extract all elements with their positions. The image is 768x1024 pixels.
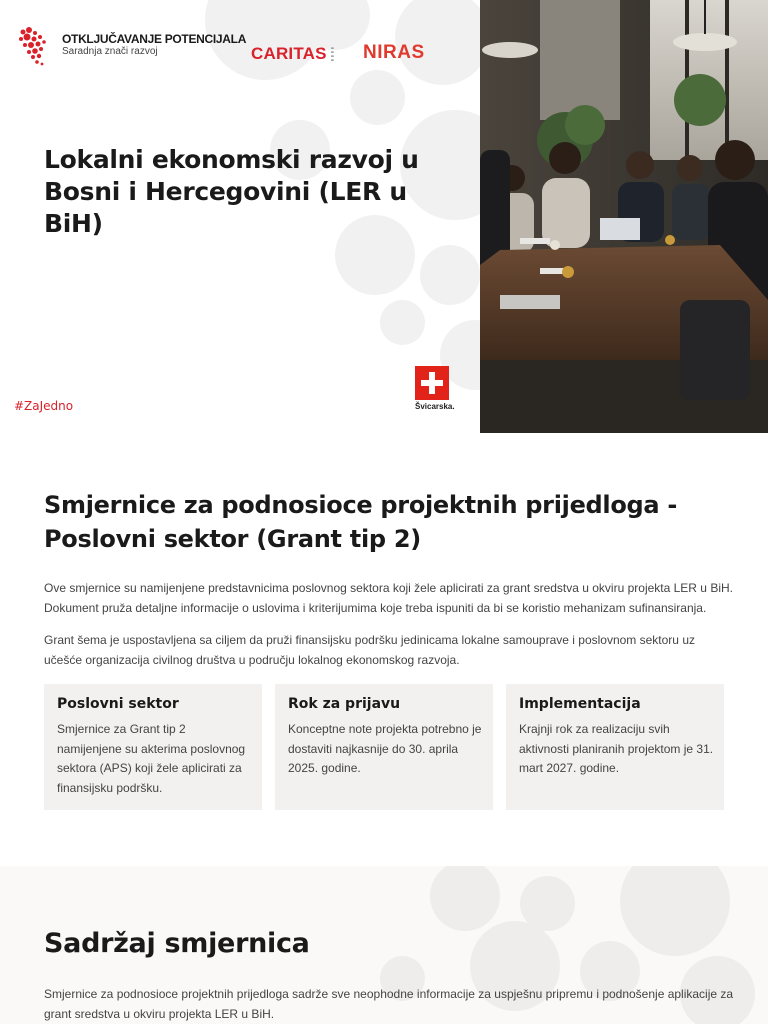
info-card-title: Rok za prijavu: [288, 696, 401, 712]
donor-logo: [415, 366, 455, 411]
partner-logo-fineprint: ▬ ▬ ▬ ▬: [330, 46, 335, 62]
info-cards: [44, 684, 724, 810]
info-card-implementation: [506, 684, 724, 810]
info-card-business-sector: [44, 684, 262, 810]
meeting-photo-illustration: [480, 0, 768, 433]
swiss-flag-icon: [415, 366, 449, 400]
brand-text: [62, 32, 246, 58]
info-card-text: Smjernice za Grant tip 2 namijenjene su akterima poslovnog sektora (APS) koji žele aplicirati za finansijsku podršku.: [57, 722, 246, 795]
hero-left-panel: [0, 0, 480, 433]
info-card-text: Krajnji rok za realizaciju svih aktivnosti planiranih projektom je 31. mart 2027. godine.: [519, 722, 714, 775]
brand-tagline: Saradnja znači razvoj: [62, 46, 158, 57]
partner-name-caritas: CARITAS: [251, 44, 327, 63]
guidelines-title: Smjernice za podnosioce projektnih prijedloga - Poslovni sektor (Grant tip 2): [44, 491, 678, 553]
donor-label: Švicarska.: [415, 402, 455, 411]
decorative-blob: [380, 300, 425, 345]
contents-paragraph: Smjernice za podnosioce projektnih prijedloga sadrže sve neophodne informacije za uspješnu pripremu i podnošenje aplikacije za grant sredstva u okviru projekta LER u BiH.: [44, 987, 734, 1021]
partner-logo-niras: NIRAS: [363, 42, 425, 63]
hero-photo: [480, 0, 768, 433]
hero-title: Lokalni ekonomski razvoj u Bosni i Hercegovini (LER u BiH): [44, 145, 419, 238]
info-card-deadline: [275, 684, 493, 810]
decorative-blob: [430, 866, 500, 931]
info-card-title: Implementacija: [519, 696, 641, 712]
brand-logo[interactable]: [17, 26, 246, 68]
hashtag[interactable]: #ZaJedno: [14, 399, 74, 413]
brand-title: OTKLJUČAVANJE POTENCIJALA: [62, 32, 247, 46]
hero-section: [0, 0, 768, 433]
partner-logo-caritas: [251, 44, 345, 64]
decorative-blob: [620, 866, 730, 956]
decorative-blob: [420, 245, 480, 305]
guidelines-goal-paragraph: Grant šema je uspostavljena sa ciljem da pruži finansijsku podršku jedinicama lokalne samouprave i poslovnom sektoru uz učešće organizacija civilnog društva u području lokalnog ekonomskog razvoja.: [44, 633, 695, 667]
info-card-text: Konceptne note projekta potrebno je dostaviti najkasnije do 30. aprila 2025. godine.: [288, 722, 482, 775]
info-card-title: Poslovni sektor: [57, 696, 179, 712]
brand-dots-logo: [17, 26, 59, 68]
guidelines-intro-paragraph: Ove smjernice su namijenjene predstavnicima poslovnog sektora koji žele aplicirati za grant sredstva u okviru projekta LER u BiH. Dokument pruža detaljne informacije o uslovima i kriterijumima koje treba ispuniti da bi se koristio mehanizam sufinansiranja.: [44, 581, 733, 615]
contents-title: Sadržaj smjernica: [44, 928, 310, 959]
decorative-blob: [350, 70, 405, 125]
contents-section: [0, 866, 768, 1024]
